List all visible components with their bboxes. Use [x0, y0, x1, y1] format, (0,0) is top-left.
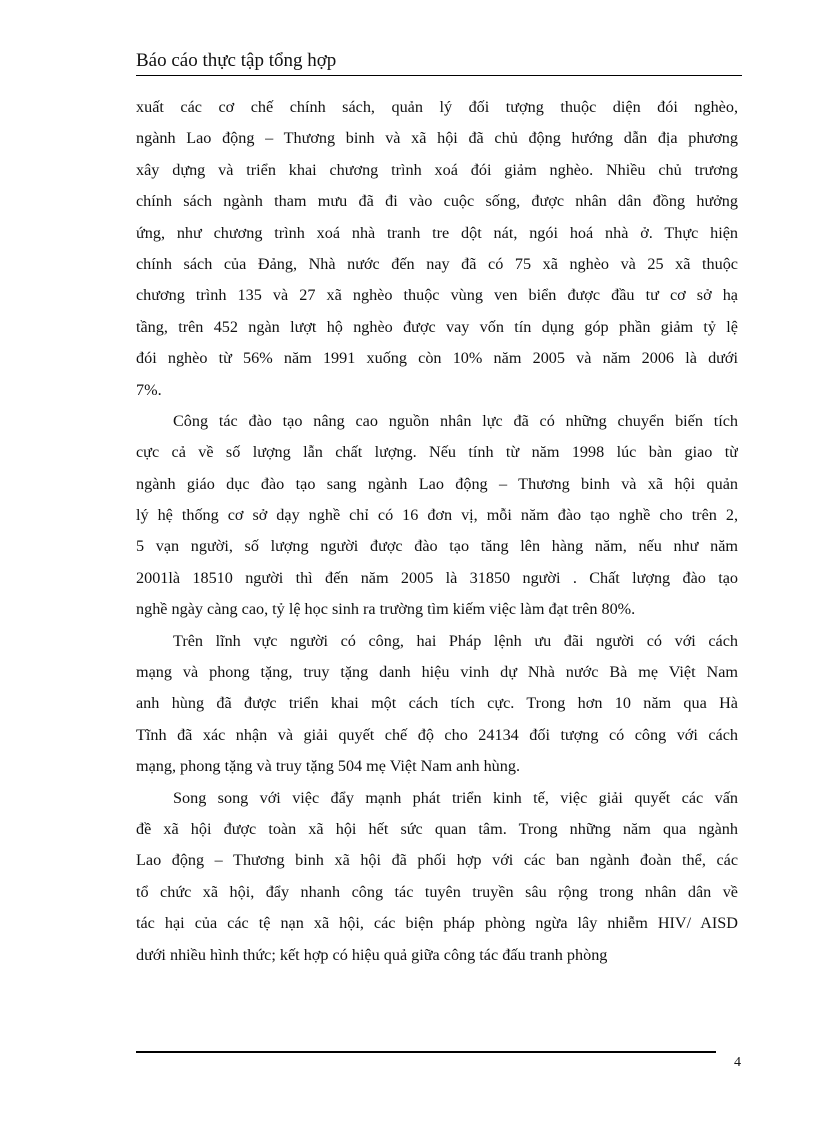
paragraph	[136, 783, 738, 971]
text-line: đề xã hội được toàn xã hội hết sức quan tâm. Trong những năm qua ngành	[136, 819, 738, 838]
paragraph	[136, 626, 738, 783]
text-line: dưới nhiều hình thức; kết hợp có hiệu quả giữa công tác đấu tranh phòng	[136, 945, 608, 964]
text-line: Công tác đào tạo nâng cao nguồn nhân lực đã có những chuyển biến tích	[173, 411, 738, 430]
body-text	[136, 92, 738, 971]
text-line: nghề ngày càng cao, tỷ lệ học sinh ra trường tìm kiếm việc làm đạt trên 80%.	[136, 600, 636, 619]
text-line: cực cả về số lượng lẫn chất lượng. Nếu tính từ năm 1998 lúc bàn giao từ	[136, 443, 738, 462]
page-number: 4	[734, 1055, 741, 1070]
text-line: ngành Lao động – Thương binh và xã hội đã chủ động hướng dẫn địa phương	[136, 129, 738, 148]
page-header	[136, 49, 742, 76]
text-line: xuất các cơ chế chính sách, quản lý đối tượng thuộc diện đói nghèo,	[136, 98, 738, 116]
text-line: chương trình 135 và 27 xã nghèo thuộc vùng ven biển được đầu tư cơ sở hạ	[136, 286, 738, 305]
text-line: mạng và phong tặng, truy tặng danh hiệu vinh dự Nhà nước Bà mẹ Việt Nam	[136, 663, 738, 682]
text-line: lý hệ thống cơ sở dạy nghề chỉ có 16 đơn vị, mỗi năm đào tạo nghề cho trên 2,	[136, 506, 738, 525]
text-line: Lao động – Thương binh xã hội đã phối hợp với các ban ngành đoàn thể, các	[136, 851, 738, 870]
document-title: Báo cáo thực tập tổng hợp	[136, 50, 337, 71]
text-line: tác hại của các tệ nạn xã hội, các biện pháp phòng ngừa lây nhiễm HIV/ AISD	[136, 914, 738, 933]
text-line: xây dựng và triển khai chương trình xoá đói giảm nghèo. Nhiều chủ trương	[136, 160, 738, 179]
text-line: 2001là 18510 người thì đến năm 2005 là 31850 người . Chất lượng đào tạo	[136, 568, 738, 587]
text-line: Song song với việc đẩy mạnh phát triển kinh tế, việc giải quyết các vấn	[173, 788, 738, 807]
text-line: chính sách ngành tham mưu đã đi vào cuộc sống, được nhân dân đồng hưởng	[136, 192, 738, 211]
text-line: chính sách của Đảng, Nhà nước đến nay đã có 75 xã nghèo và 25 xã thuộc	[136, 254, 738, 273]
text-line: 5 vạn người, số lượng người được đào tạo tăng lên hàng năm, nếu như năm	[136, 537, 738, 556]
text-line: ngành giáo dục đào tạo sang ngành Lao động – Thương binh và xã hội quản	[136, 474, 738, 493]
footer-divider	[136, 1051, 716, 1053]
text-line: Tĩnh đã xác nhận và giải quyết chế độ cho 24134 đối tượng có công với cách	[136, 725, 738, 744]
text-line: đói nghèo từ 56% năm 1991 xuống còn 10% năm 2005 và năm 2006 là dưới	[136, 349, 738, 368]
paragraph	[136, 92, 738, 406]
text-line: ứng, như chương trình xoá nhà tranh tre dột nát, ngói hoá nhà ở. Thực hiện	[136, 223, 738, 242]
paragraph	[136, 406, 738, 626]
text-line: 7%.	[136, 380, 162, 399]
text-line: tầng, trên 452 ngàn lượt hộ nghèo được vay vốn tín dụng góp phần giảm tỷ lệ	[136, 317, 738, 336]
text-line: tổ chức xã hội, đẩy nhanh công tác tuyên truyền sâu rộng trong nhân dân về	[136, 882, 738, 901]
text-line: Trên lĩnh vực người có công, hai Pháp lệnh ưu đãi người có với cách	[173, 631, 738, 650]
text-line: anh hùng đã được triển khai một cách tích cực. Trong hơn 10 năm qua Hà	[136, 694, 738, 713]
text-line: mạng, phong tặng và truy tặng 504 mẹ Việt Nam anh hùng.	[136, 757, 521, 776]
